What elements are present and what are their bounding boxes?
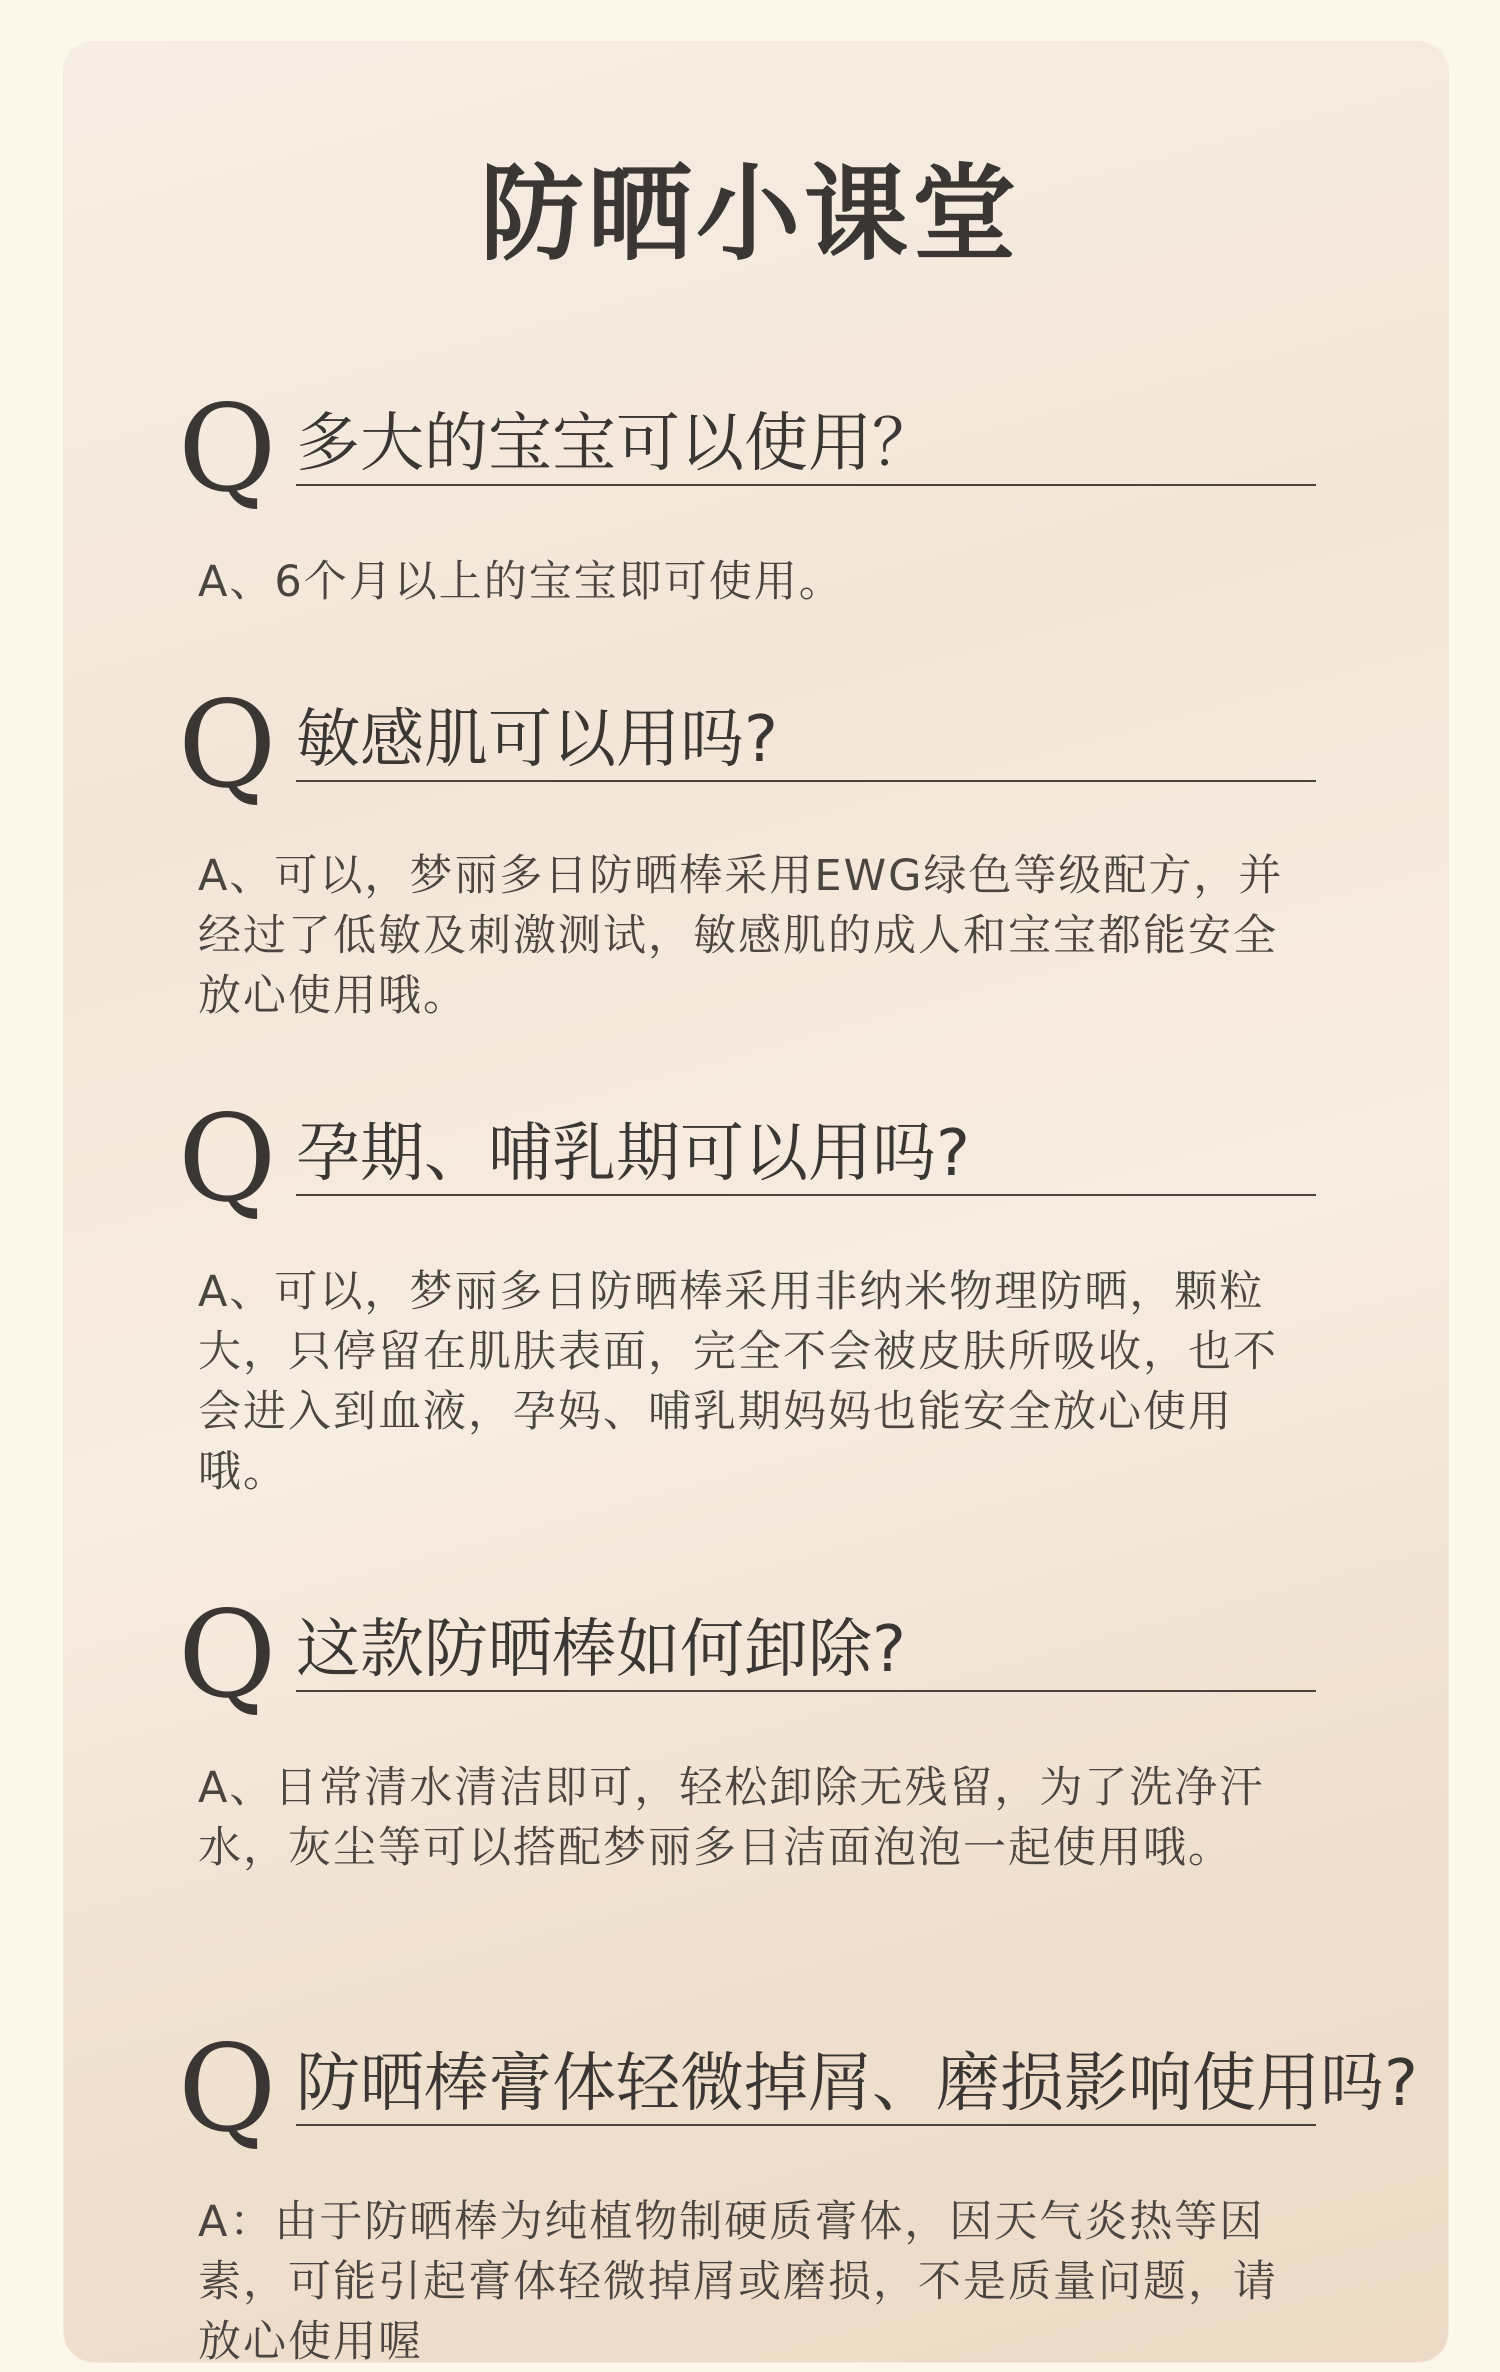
question-underline xyxy=(296,2124,1316,2126)
q-icon: Q xyxy=(178,2020,277,2159)
page-title: 防晒小课堂 xyxy=(479,152,1020,275)
answer-text: A、日常清水清洁即可，轻松卸除无残留，为了洗净汗水，灰尘等可以搭配梦丽多日洁面泡泡一起使用哦。 xyxy=(198,1763,1265,1873)
question-underline xyxy=(296,780,1316,782)
question-underline xyxy=(296,1690,1316,1692)
answer-text: A、可以，梦丽多日防晒棒采用非纳米物理防晒，颗粒大，只停留在肌肤表面，完全不会被皮肤所吸收，也不会进入到血液，孕妈、哺乳期妈妈也能安全放心使用哦。 xyxy=(198,1267,1278,1497)
answer-text: A、6个月以上的宝宝即可使用。 xyxy=(198,557,844,607)
q-icon: Q xyxy=(178,380,277,519)
question-text: 敏感肌可以用吗? xyxy=(296,703,778,777)
q-icon: Q xyxy=(178,1586,277,1725)
answer-text: A、可以，梦丽多日防晒棒采用EWG绿色等级配方，并经过了低敏及刺激测试，敏感肌的成人和宝宝都能安全放心使用哦。 xyxy=(198,851,1284,1021)
question-text: 防晒棒膏体轻微掉屑、磨损影响使用吗? xyxy=(296,2047,1418,2121)
question-underline xyxy=(296,484,1316,486)
question-underline xyxy=(296,1194,1316,1196)
answer-text: A：由于防晒棒为纯植物制硬质膏体，因天气炎热等因素，可能引起膏体轻微掉屑或磨损，不是质量问题，请放心使用喔 xyxy=(198,2197,1278,2367)
q-icon: Q xyxy=(178,1090,277,1229)
question-text: 这款防晒棒如何卸除? xyxy=(296,1613,906,1687)
question-text: 孕期、哺乳期可以用吗? xyxy=(296,1117,970,1191)
q-icon: Q xyxy=(178,676,277,815)
question-text: 多大的宝宝可以使用？ xyxy=(296,407,936,481)
